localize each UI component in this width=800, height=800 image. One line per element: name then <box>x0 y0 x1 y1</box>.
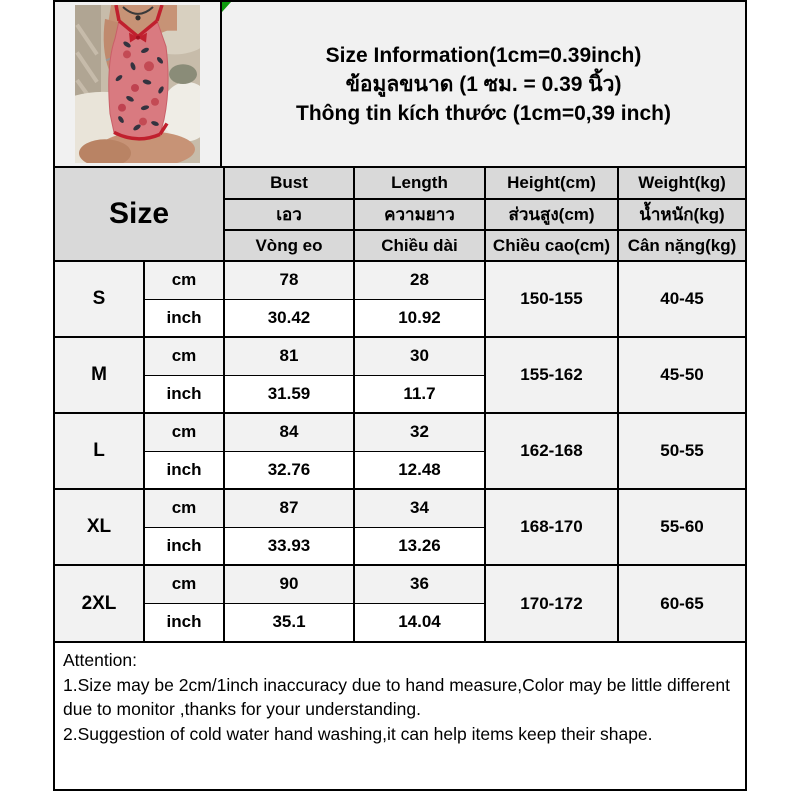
size-table <box>55 168 745 641</box>
green-corner-flag-icon <box>222 2 231 12</box>
size-cell-l: L <box>55 413 144 489</box>
header-row-en <box>55 168 745 199</box>
unit-cell-inch: inch <box>144 299 224 337</box>
unit-cell-cm: cm <box>144 261 224 299</box>
attention-line-2: 2.Suggestion of cold water hand washing,it can help items keep their shape. <box>63 723 653 744</box>
col-header-weight-vi: Cân nặng(kg) <box>618 230 745 261</box>
unit-cell-cm: cm <box>144 489 224 527</box>
unit-cell-cm: cm <box>144 565 224 603</box>
weight-m: 45-50 <box>618 337 745 413</box>
length-cm-s: 28 <box>354 261 485 299</box>
title-line-th: ข้อมูลขนาด (1 ซม. = 0.39 นิ้ว) <box>345 72 622 96</box>
table-row-xl-cm <box>55 489 745 527</box>
length-inch-xl: 13.26 <box>354 527 485 565</box>
size-header: Size <box>55 168 224 261</box>
attention-line-1: 1.Size may be 2cm/1inch inaccuracy due to hand measure,Color may be little different due to monitor ,thanks for your understanding. <box>63 674 730 719</box>
bust-cm-l: 84 <box>224 413 354 451</box>
length-cm-2xl: 36 <box>354 565 485 603</box>
height-s: 150-155 <box>485 261 618 337</box>
title-cell <box>222 2 745 166</box>
title-line-vi: Thông tin kích thước (1cm=0,39 inch) <box>296 101 671 125</box>
height-2xl: 170-172 <box>485 565 618 641</box>
weight-l: 50-55 <box>618 413 745 489</box>
col-header-bust-en: Bust <box>224 168 354 199</box>
bust-inch-xl: 33.93 <box>224 527 354 565</box>
unit-cell-cm: cm <box>144 337 224 375</box>
col-header-length-en: Length <box>354 168 485 199</box>
col-header-length-th: ความยาว <box>354 199 485 230</box>
title-line-en: Size Information(1cm=0.39inch) <box>325 43 642 67</box>
height-l: 162-168 <box>485 413 618 489</box>
length-cm-l: 32 <box>354 413 485 451</box>
length-inch-m: 11.7 <box>354 375 485 413</box>
product-photo-cell <box>55 2 222 166</box>
col-header-weight-en: Weight(kg) <box>618 168 745 199</box>
unit-cell-inch: inch <box>144 375 224 413</box>
size-chart-sheet <box>53 0 747 791</box>
col-header-bust-vi: Vòng eo <box>224 230 354 261</box>
length-inch-l: 12.48 <box>354 451 485 489</box>
length-cm-xl: 34 <box>354 489 485 527</box>
col-header-bust-th: เอว <box>224 199 354 230</box>
unit-cell-inch: inch <box>144 451 224 489</box>
length-inch-s: 10.92 <box>354 299 485 337</box>
bust-cm-xl: 87 <box>224 489 354 527</box>
unit-cell-cm: cm <box>144 413 224 451</box>
size-cell-m: M <box>55 337 144 413</box>
product-photo <box>75 5 200 163</box>
col-header-height-th: ส่วนสูง(cm) <box>485 199 618 230</box>
table-row-2xl-cm <box>55 565 745 603</box>
bust-inch-2xl: 35.1 <box>224 603 354 641</box>
unit-cell-inch: inch <box>144 527 224 565</box>
weight-s: 40-45 <box>618 261 745 337</box>
weight-xl: 55-60 <box>618 489 745 565</box>
bust-cm-2xl: 90 <box>224 565 354 603</box>
bust-inch-s: 30.42 <box>224 299 354 337</box>
top-section <box>55 2 745 168</box>
table-row-m-cm <box>55 337 745 375</box>
height-m: 155-162 <box>485 337 618 413</box>
unit-cell-inch: inch <box>144 603 224 641</box>
height-xl: 168-170 <box>485 489 618 565</box>
bust-inch-m: 31.59 <box>224 375 354 413</box>
bust-inch-l: 32.76 <box>224 451 354 489</box>
size-cell-xl: XL <box>55 489 144 565</box>
size-cell-s: S <box>55 261 144 337</box>
bust-cm-s: 78 <box>224 261 354 299</box>
col-header-weight-th: น้ำหนัก(kg) <box>618 199 745 230</box>
attention-note <box>55 641 745 788</box>
col-header-length-vi: Chiều dài <box>354 230 485 261</box>
size-cell-2xl: 2XL <box>55 565 144 641</box>
table-row-s-cm <box>55 261 745 299</box>
col-header-height-en: Height(cm) <box>485 168 618 199</box>
col-header-height-vi: Chiều cao(cm) <box>485 230 618 261</box>
length-cm-m: 30 <box>354 337 485 375</box>
length-inch-2xl: 14.04 <box>354 603 485 641</box>
weight-2xl: 60-65 <box>618 565 745 641</box>
table-row-l-cm <box>55 413 745 451</box>
bust-cm-m: 81 <box>224 337 354 375</box>
attention-heading: Attention: <box>63 650 137 670</box>
